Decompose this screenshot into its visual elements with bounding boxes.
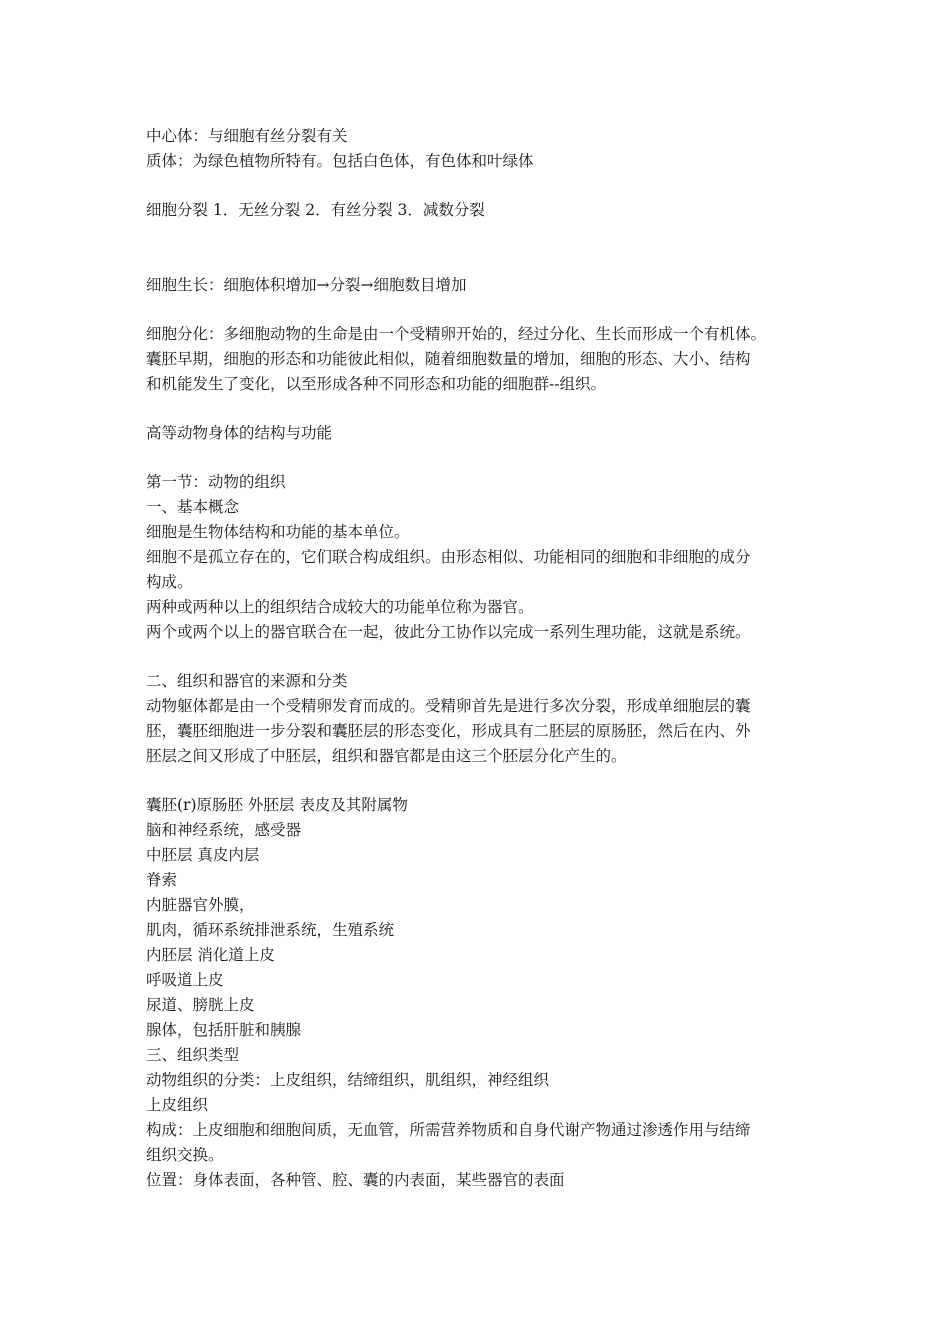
text-line: 细胞不是孤立存在的，它们联合构成组织。由形态相似、功能相同的细胞和非细胞的成分 — [146, 548, 751, 566]
text-line: 内胚层 消化道上皮 — [146, 946, 275, 964]
text-line: 肌肉，循环系统排泄系统，生殖系统 — [146, 921, 395, 939]
paragraph-cell-differentiation — [146, 322, 818, 397]
text-line: 尿道、膀胱上皮 — [146, 996, 255, 1014]
text-line: 细胞分裂 1．无丝分裂 2．有丝分裂 3．减数分裂 — [146, 201, 485, 219]
section-title: 高等动物身体的结构与功能 — [146, 424, 333, 442]
text-line: 胚层之间又形成了中胚层，组织和器官都是由这三个胚层分化产生的。 — [146, 747, 627, 765]
text-line: 位置：身体表面，各种管、腔、囊的内表面，某些器官的表面 — [146, 1171, 565, 1189]
text-line: 细胞是生物体结构和功能的基本单位。 — [146, 523, 410, 541]
paragraph-basic-concepts — [146, 470, 818, 645]
paragraph-organelles — [146, 124, 818, 174]
document-body — [146, 124, 818, 1193]
text-line: 囊胚(r)原肠胚 外胚层 表皮及其附属物 — [146, 796, 408, 814]
text-line: 细胞分化：多细胞动物的生命是由一个受精卵开始的，经过分化、生长而形成一个有机体。 — [146, 325, 767, 343]
text-line: 动物躯体都是由一个受精卵发育而成的。受精卵首先是进行多次分裂，形成单细胞层的囊 — [146, 697, 751, 715]
paragraph-cell-division — [146, 198, 818, 223]
text-line: 呼吸道上皮 — [146, 971, 224, 989]
text-line: 一、基本概念 — [146, 498, 240, 516]
text-line: 构成：上皮细胞和细胞间质，无血管，所需营养物质和自身代谢产物通过渗透作用与结缔 — [146, 1121, 751, 1139]
text-line: 囊胚早期，细胞的形态和功能彼此相似，随着细胞数量的增加，细胞的形态、大小、结构 — [146, 350, 751, 368]
text-line: 内脏器官外膜， — [146, 896, 255, 914]
text-line: 两种或两种以上的组织结合成较大的功能单位称为器官。 — [146, 598, 534, 616]
text-line: 构成。 — [146, 573, 193, 591]
text-line: 脊索 — [146, 871, 178, 889]
paragraph-cell-growth — [146, 273, 818, 298]
text-line: 组织交换。 — [146, 1146, 224, 1164]
text-line: 两个或两个以上的器官联合在一起，彼此分工协作以完成一系列生理功能，这就是系统。 — [146, 623, 751, 641]
text-line: 中心体：与细胞有丝分裂有关 — [146, 127, 348, 145]
subsection-title: 第一节：动物的组织 — [146, 473, 286, 491]
text-line: 二、组织和器官的来源和分类 — [146, 672, 348, 690]
text-line: 胚，囊胚细胞进一步分裂和囊胚层的形态变化，形成具有二胚层的原肠胚，然后在内、外 — [146, 722, 751, 740]
text-line: 三、组织类型 — [146, 1046, 240, 1064]
text-line: 脑和神经系统，感受器 — [146, 821, 302, 839]
text-line: 腺体，包括肝脏和胰腺 — [146, 1021, 302, 1039]
paragraph-germ-layers — [146, 793, 818, 1193]
paragraph-tissue-origin — [146, 669, 818, 769]
text-line: 中胚层 真皮内层 — [146, 846, 260, 864]
text-line: 质体：为绿色植物所特有。包括白色体，有色体和叶绿体 — [146, 152, 534, 170]
text-line: 动物组织的分类：上皮组织，结缔组织，肌组织，神经组织 — [146, 1071, 550, 1089]
text-line: 细胞生长：细胞体积增加→分裂→细胞数目增加 — [146, 276, 467, 294]
section-heading — [146, 421, 818, 446]
text-line: 上皮组织 — [146, 1096, 209, 1114]
text-line: 和机能发生了变化，以至形成各种不同形态和功能的细胞群--组织。 — [146, 375, 606, 393]
